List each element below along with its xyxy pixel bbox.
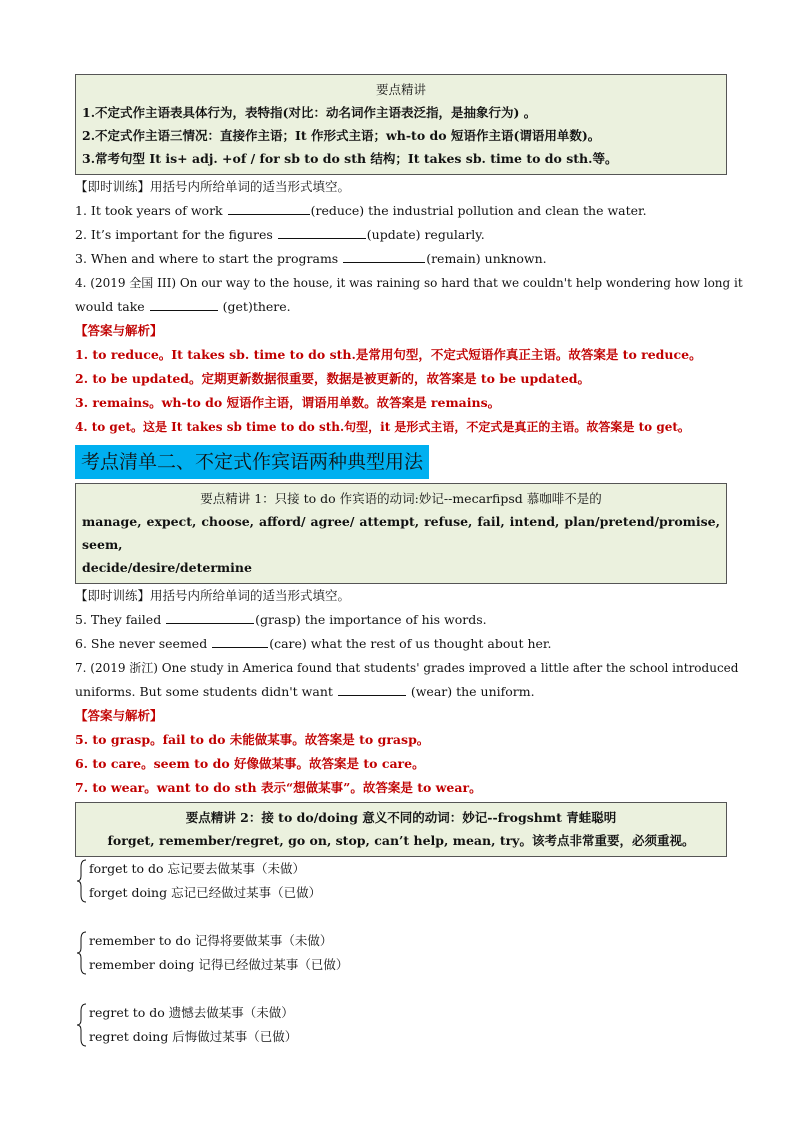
- box-heading: 要点精讲: [375, 82, 426, 97]
- verb-list-line-1: manage, expect, choose, afford/ agree/ attempt, refuse, fail, intend, plan/pretend/promise, seem,: [82, 514, 720, 552]
- practice-title: 【即时训练】用括号内所给单词的适当形式填空。: [75, 588, 351, 603]
- answer-blank[interactable]: [228, 201, 310, 215]
- answer-3: 3. remains。wh-to do 短语作主语，谓语用单数。故答案是 remains。: [75, 395, 501, 410]
- verb-usage: forget to do 忘记要去做某事（未做）: [89, 861, 306, 876]
- key-points-box-3: [75, 802, 727, 857]
- question-4-line-2: would take (get)there.: [75, 299, 291, 314]
- box-heading: 要点精讲 2：接 to do/doing 意义不同的动词：妙记--frogshmt 青蛙聪明: [185, 810, 617, 825]
- document-page: [75, 74, 743, 1049]
- question-1: 1. It took years of work (reduce) the industrial pollution and clean the water.: [75, 203, 647, 218]
- key-points-box-2: [75, 483, 727, 584]
- answer-blank[interactable]: [212, 634, 268, 648]
- answer-blank[interactable]: [338, 682, 406, 696]
- question-5: 5. They failed (grasp) the importance of his words.: [75, 612, 487, 627]
- answers-title: 【答案与解析】: [75, 708, 163, 723]
- key-point-1: 1.不定式作主语表具体行为，表特指(对比：动名词作主语表泛指，是抽象行为) 。: [82, 105, 537, 120]
- answer-1: 1. to reduce。It takes sb. time to do sth.是常用句型，不定式短语作真正主语。故答案是 to reduce。: [75, 347, 702, 362]
- verb-usage: remember doing 记得已经做过某事（已做）: [89, 957, 349, 972]
- question-4-line-1: 4. (2019 全国 III) On our way to the house, it was raining so hard that we couldn't help wondering how long it: [75, 276, 743, 290]
- question-3: 3. When and where to start the programs (remain) unknown.: [75, 251, 547, 266]
- answers-title: 【答案与解析】: [75, 323, 163, 338]
- verb-usage: regret doing 后悔做过某事（已做）: [89, 1029, 298, 1044]
- question-2: 2. It’s important for the figures (update) regularly.: [75, 227, 485, 242]
- practice-title: 【即时训练】用括号内所给单词的适当形式填空。: [75, 179, 351, 194]
- key-point-3: 3.常考句型 It is+ adj. +of / for sb to do sth 结构；It takes sb. time to do sth.等。: [82, 151, 618, 166]
- answer-blank[interactable]: [166, 610, 254, 624]
- question-7-line-1: 7. (2019 浙江) One study in America found that students' grades improved a little after the school introduced: [75, 661, 739, 675]
- verb-usage: remember to do 记得将要做某事（未做）: [89, 933, 333, 948]
- verb-pair-forget: [75, 857, 727, 905]
- answer-blank[interactable]: [150, 297, 218, 311]
- verb-pair-remember: [75, 929, 727, 977]
- verb-list-line-2: decide/desire/determine: [82, 560, 252, 575]
- verb-usage: regret to do 遗憾去做某事（未做）: [89, 1005, 294, 1020]
- question-7-line-2: uniforms. But some students didn't want (wear) the uniform.: [75, 684, 535, 699]
- answer-6: 6. to care。seem to do 好像做某事。故答案是 to care。: [75, 756, 425, 771]
- box-heading: 要点精讲 1：只接 to do 作宾语的动词:妙记--mecarfipsd 慕咖啡不是的: [200, 491, 602, 506]
- brace-icon: [75, 929, 89, 977]
- brace-icon: [75, 1001, 89, 1049]
- brace-icon: [75, 857, 89, 905]
- verb-pair-regret: [75, 1001, 727, 1049]
- answer-5: 5. to grasp。fail to do 未能做某事。故答案是 to grasp。: [75, 732, 430, 747]
- key-point-2: 2.不定式作主语三情况：直接作主语；It 作形式主语；wh-to do 短语作主语(谓语用单数)。: [82, 128, 601, 143]
- verb-usage: forget doing 忘记已经做过某事（已做）: [89, 885, 322, 900]
- answer-blank[interactable]: [278, 225, 366, 239]
- key-points-box-1: [75, 74, 727, 175]
- answer-4: 4. to get。这是 It takes sb time to do sth.句型，it 是形式主语，不定式是真正的主语。故答案是 to get。: [75, 420, 690, 434]
- question-6: 6. She never seemed (care) what the rest of us thought about her.: [75, 636, 552, 651]
- verb-list-line: forget, remember/regret, go on, stop, can’t help, mean, try。该考点非常重要，必须重视。: [107, 833, 695, 848]
- answer-7: 7. to wear。want to do sth 表示“想做某事”。故答案是 to wear。: [75, 780, 482, 795]
- answer-blank[interactable]: [343, 249, 425, 263]
- answer-2: 2. to be updated。定期更新数据很重要，数据是被更新的，故答案是 to be updated。: [75, 371, 591, 386]
- section-title: 考点清单二、不定式作宾语两种典型用法: [75, 445, 429, 479]
